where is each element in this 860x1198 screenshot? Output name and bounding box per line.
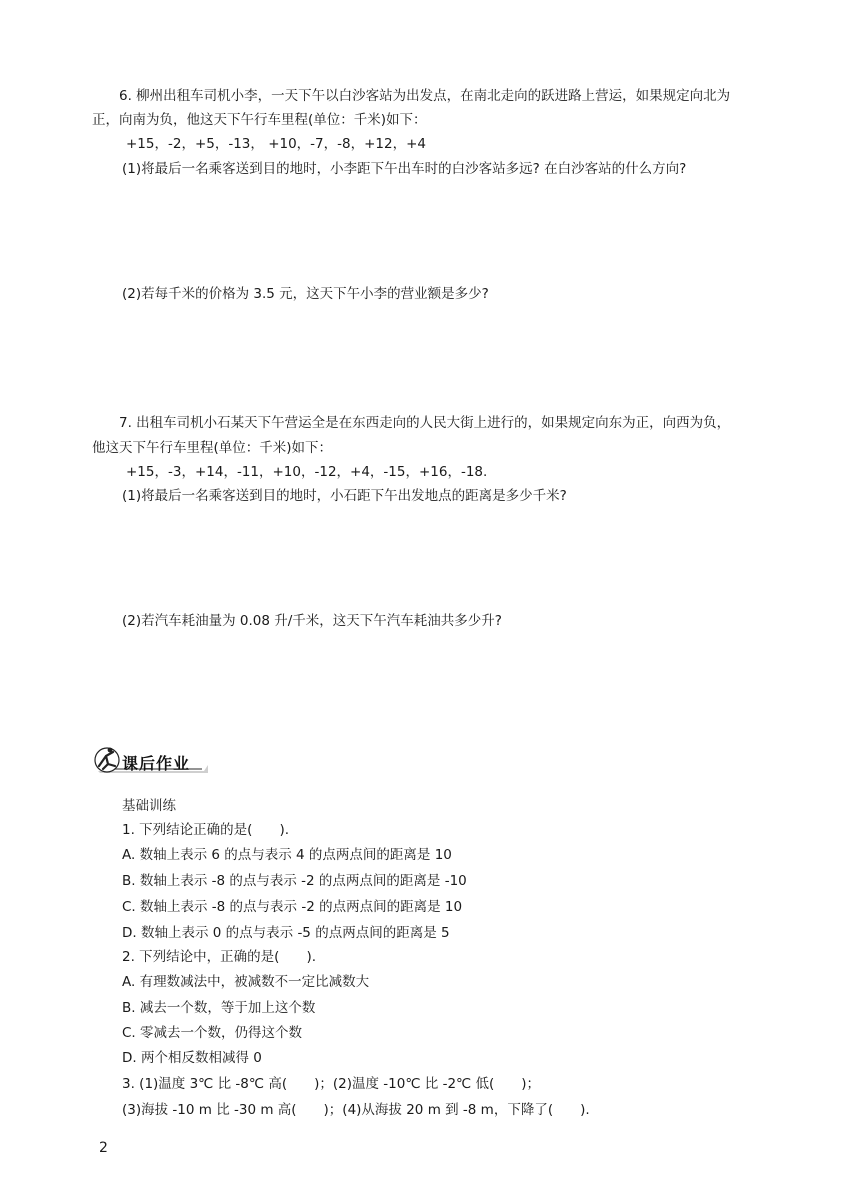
- section-title: 基础训练: [122, 798, 176, 814]
- mc2-option-b: B. 减去一个数，等于加上这个数: [122, 1000, 316, 1016]
- q6-intro-line2: 正，向南为负，他这天下午行车里程(单位：千米)如下：: [92, 112, 427, 128]
- q6-intro-line1: 6. 柳州出租车司机小李，一天下午以白沙客站为出发点，在南北走向的跃进路上营运，如果规定向北为: [119, 88, 731, 104]
- q6-part2: (2)若每千米的价格为 3.5 元，这天下午小李的营业额是多少?: [122, 286, 489, 302]
- mc2-option-a: A. 有理数减法中，被减数不一定比减数大: [122, 974, 370, 990]
- mc1-option-d: D. 数轴上表示 0 的点与表示 -5 的点两点间的距离是 5: [122, 925, 450, 941]
- q7-intro-line2: 他这天下午行车里程(单位：千米)如下：: [92, 440, 333, 456]
- mc1-option-a: A. 数轴上表示 6 的点与表示 4 的点两点间的距离是 10: [122, 847, 452, 863]
- q7-intro-line1: 7. 出租车司机小石某天下午营运全是在东西走向的人民大街上进行的，如果规定向东为正，向西为负，: [119, 415, 731, 431]
- page-number: 2: [99, 1140, 108, 1156]
- q7-part2: (2)若汽车耗油量为 0.08 升/千米，这天下午汽车耗油共多少升?: [122, 613, 502, 629]
- q6-mileage: +15，-2，+5，-13， +10，-7，-8，+12，+4: [126, 136, 426, 152]
- mc2-stem: 2. 下列结论中，正确的是( ).: [122, 949, 316, 965]
- homework-banner-title: 课后作业: [122, 754, 191, 773]
- q7-mileage: +15，-3，+14，-11，+10，-12，+4，-15，+16，-18.: [126, 464, 488, 480]
- q7-part1: (1)将最后一名乘客送到目的地时，小石距下午出发地点的距离是多少千米?: [122, 488, 567, 504]
- homework-banner: [92, 744, 212, 776]
- fill-q3-line2: (3)海拔 -10 m 比 -30 m 高( )；(4)从海拔 20 m 到 -8 m，下降了( ).: [122, 1102, 590, 1118]
- mc2-option-d: D. 两个相反数相减得 0: [122, 1050, 262, 1066]
- q6-part1: (1)将最后一名乘客送到目的地时，小李距下午出车时的白沙客站多远? 在白沙客站的什么方向?: [122, 161, 687, 177]
- mc1-stem: 1. 下列结论正确的是( ).: [122, 822, 289, 838]
- fill-q3-line1: 3. (1)温度 3℃ 比 -8℃ 高( )；(2)温度 -10℃ 比 -2℃ 低( )；: [122, 1076, 541, 1092]
- mc1-option-c: C. 数轴上表示 -8 的点与表示 -2 的点两点间的距离是 10: [122, 899, 463, 915]
- mc2-option-c: C. 零减去一个数，仍得这个数: [122, 1025, 303, 1041]
- mc1-option-b: B. 数轴上表示 -8 的点与表示 -2 的点两点间的距离是 -10: [122, 873, 467, 889]
